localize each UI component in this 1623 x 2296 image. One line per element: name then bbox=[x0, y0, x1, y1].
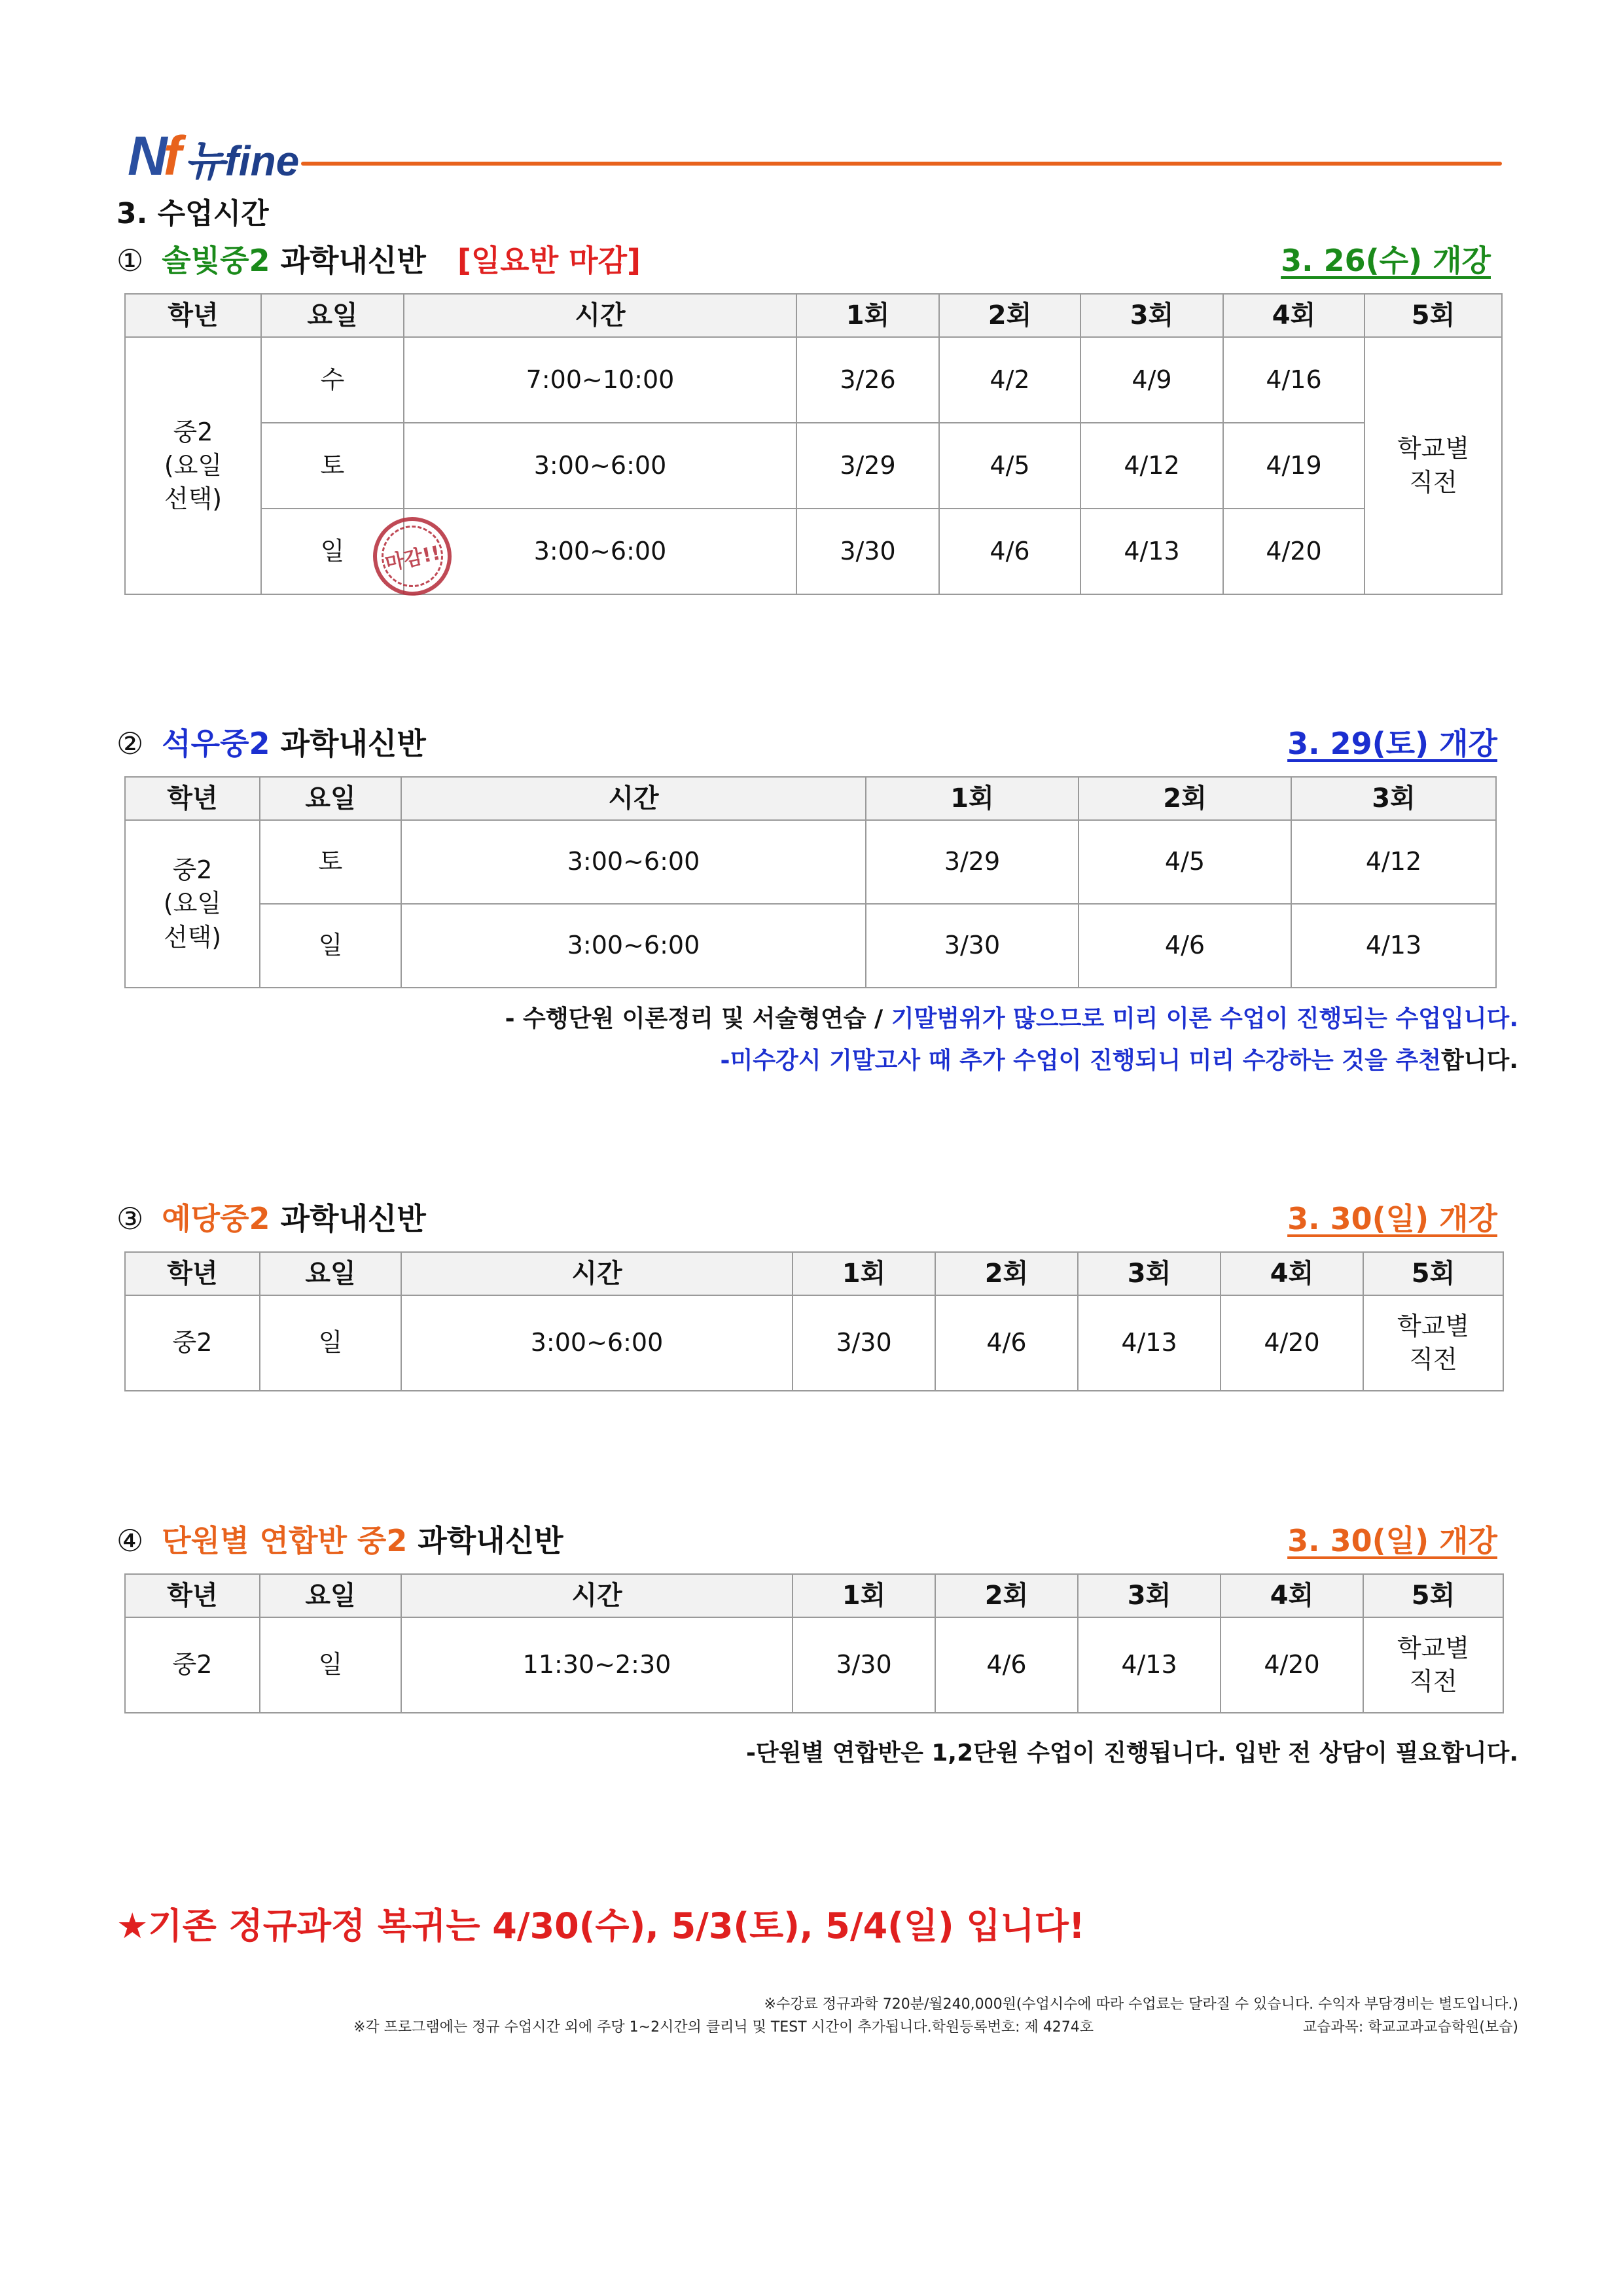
day-cell: 일 bbox=[260, 1617, 401, 1713]
session-cell: 3/29 bbox=[796, 423, 939, 509]
s2-header-row bbox=[125, 777, 1496, 820]
time-cell: 3:00~6:00 bbox=[404, 423, 796, 509]
s1-schedule-table bbox=[124, 293, 1503, 595]
session-cell: 4/2 bbox=[939, 337, 1080, 423]
table-row bbox=[125, 1617, 1503, 1713]
s1-open-date: 3. 26(수) 개강 bbox=[1281, 243, 1491, 278]
section-heading: 3. 수업시간 bbox=[116, 197, 269, 230]
table-row bbox=[125, 820, 1496, 904]
table-row bbox=[125, 904, 1496, 988]
header-cell: 4회 bbox=[1221, 1574, 1363, 1617]
session-cell: 4/20 bbox=[1221, 1617, 1363, 1713]
session-cell: 4/6 bbox=[939, 509, 1080, 594]
header-cell: 요일 bbox=[261, 294, 404, 337]
fifth-session-cell: 학교별 직전 bbox=[1363, 1617, 1503, 1713]
header-cell: 시간 bbox=[401, 777, 866, 820]
header-cell: 학년 bbox=[125, 1574, 260, 1617]
s4-schedule-table bbox=[124, 1573, 1504, 1713]
header-cell: 1회 bbox=[796, 294, 939, 337]
header-cell: 시간 bbox=[401, 1574, 793, 1617]
logo-mark: Nf bbox=[128, 125, 178, 187]
header-cell: 3회 bbox=[1291, 777, 1496, 820]
header-cell: 3회 bbox=[1078, 1574, 1221, 1617]
fifth-session-cell: 학교별 직전 bbox=[1363, 1295, 1503, 1391]
session-cell: 4/13 bbox=[1291, 904, 1496, 988]
s3-schedule-table bbox=[124, 1251, 1504, 1391]
s1-header-row bbox=[125, 294, 1502, 337]
s2-note-2: -미수강시 기말고사 때 추가 수업이 진행되니 미리 수강하는 것을 추천합니다. bbox=[720, 1047, 1518, 1074]
header-cell: 요일 bbox=[260, 1574, 401, 1617]
logo bbox=[128, 124, 299, 188]
header-cell: 학년 bbox=[125, 1252, 260, 1295]
header-cell: 3회 bbox=[1078, 1252, 1221, 1295]
session-cell: 4/19 bbox=[1223, 423, 1364, 509]
grade-cell: 중2 bbox=[125, 1617, 260, 1713]
grade-cell: 중2 bbox=[125, 1295, 260, 1391]
header-cell: 학년 bbox=[125, 294, 261, 337]
time-cell: 3:00~6:00 bbox=[401, 904, 866, 988]
session-cell: 3/30 bbox=[866, 904, 1079, 988]
header-cell: 1회 bbox=[866, 777, 1079, 820]
fee-note: ※수강료 정규과학 720분/월240,000원(수업시수에 따라 수업료는 달라질 수 있습니다. 수익자 부담경비는 별도입니다.) bbox=[764, 1996, 1518, 2013]
s2-open-date: 3. 29(토) 개강 bbox=[1287, 726, 1497, 761]
grade-cell: 중2 (요일 선택) bbox=[125, 337, 261, 594]
fifth-session-cell: 학교별 직전 bbox=[1364, 337, 1502, 594]
session-cell: 4/16 bbox=[1223, 337, 1364, 423]
header-cell: 2회 bbox=[939, 294, 1080, 337]
header-cell: 2회 bbox=[935, 1574, 1078, 1617]
header-cell: 시간 bbox=[404, 294, 796, 337]
header-cell: 5회 bbox=[1363, 1252, 1503, 1295]
s2-schedule-table bbox=[124, 776, 1497, 988]
day-cell: 수 bbox=[261, 337, 404, 423]
session-cell: 3/30 bbox=[793, 1295, 935, 1391]
s2-note-1: - 수행단원 이론정리 및 서술형연습 / 기말범위가 많으므로 미리 이론 수업이 진행되는 수업입니다. bbox=[505, 1005, 1518, 1032]
day-cell: 일 bbox=[261, 509, 404, 594]
s3-title: ③ 예당중2 과학내신반 bbox=[116, 1201, 426, 1236]
day-cell: 토 bbox=[261, 423, 404, 509]
header-cell: 2회 bbox=[1079, 777, 1291, 820]
s3-header-row bbox=[125, 1252, 1503, 1295]
session-cell: 3/29 bbox=[866, 820, 1079, 904]
header-cell: 3회 bbox=[1080, 294, 1223, 337]
session-cell: 4/12 bbox=[1291, 820, 1496, 904]
day-cell: 일 bbox=[260, 904, 401, 988]
header-cell: 1회 bbox=[793, 1252, 935, 1295]
header-rule bbox=[301, 162, 1502, 166]
s3-open-date: 3. 30(일) 개강 bbox=[1287, 1201, 1497, 1236]
s4-header-row bbox=[125, 1574, 1503, 1617]
header-cell: 5회 bbox=[1363, 1574, 1503, 1617]
s1-title: ① 솔빛중2 과학내신반 [일요반 마감] bbox=[116, 243, 641, 278]
closed-stamp-icon: 마감!! bbox=[366, 510, 459, 603]
header-cell: 4회 bbox=[1221, 1252, 1363, 1295]
table-row bbox=[125, 423, 1502, 509]
header-cell: 4회 bbox=[1223, 294, 1364, 337]
header-cell: 2회 bbox=[935, 1252, 1078, 1295]
session-cell: 4/6 bbox=[1079, 904, 1291, 988]
header-cell: 5회 bbox=[1364, 294, 1502, 337]
time-cell: 3:00~6:00 bbox=[401, 820, 866, 904]
day-cell: 토 bbox=[260, 820, 401, 904]
time-cell: 3:00~6:00 bbox=[404, 509, 796, 594]
session-cell: 4/13 bbox=[1078, 1295, 1221, 1391]
s4-title: ④ 단원별 연합반 중2 과학내신반 bbox=[116, 1523, 563, 1558]
table-row bbox=[125, 509, 1502, 594]
header-cell: 요일 bbox=[260, 1252, 401, 1295]
header-cell: 1회 bbox=[793, 1574, 935, 1617]
s2-title: ② 석우중2 과학내신반 bbox=[116, 726, 426, 761]
session-cell: 3/30 bbox=[796, 509, 939, 594]
session-cell: 3/30 bbox=[793, 1617, 935, 1713]
s4-note: -단원별 연합반은 1,2단원 수업이 진행됩니다. 입반 전 상담이 필요합니다. bbox=[745, 1740, 1518, 1767]
header-cell: 학년 bbox=[125, 777, 260, 820]
session-cell: 4/6 bbox=[935, 1295, 1078, 1391]
s1-closed-label: [일요반 마감] bbox=[457, 243, 641, 278]
day-cell: 일 bbox=[260, 1295, 401, 1391]
subject-note: 교습과목: 학교교과교습학원(보습) bbox=[1302, 2019, 1518, 2036]
session-cell: 4/6 bbox=[935, 1617, 1078, 1713]
session-cell: 4/20 bbox=[1221, 1295, 1363, 1391]
header-cell: 요일 bbox=[260, 777, 401, 820]
session-cell: 4/20 bbox=[1223, 509, 1364, 594]
table-row bbox=[125, 337, 1502, 423]
return-notice: ★기존 정규과정 복귀는 4/30(수), 5/3(토), 5/4(일) 입니다! bbox=[116, 1905, 1085, 1946]
session-cell: 4/5 bbox=[1079, 820, 1291, 904]
session-cell: 4/9 bbox=[1080, 337, 1223, 423]
time-cell: 11:30~2:30 bbox=[401, 1617, 793, 1713]
grade-cell: 중2 (요일 선택) bbox=[125, 820, 260, 988]
session-cell: 4/12 bbox=[1080, 423, 1223, 509]
session-cell: 4/13 bbox=[1080, 509, 1223, 594]
logo-text: 뉴fine bbox=[184, 137, 300, 185]
header-cell: 시간 bbox=[401, 1252, 793, 1295]
session-cell: 4/5 bbox=[939, 423, 1080, 509]
table-row bbox=[125, 1295, 1503, 1391]
time-cell: 7:00~10:00 bbox=[404, 337, 796, 423]
time-cell: 3:00~6:00 bbox=[401, 1295, 793, 1391]
s4-open-date: 3. 30(일) 개강 bbox=[1287, 1523, 1497, 1558]
session-cell: 4/13 bbox=[1078, 1617, 1221, 1713]
program-note: ※각 프로그램에는 정규 수업시간 외에 주당 1~2시간의 클리닉 및 TEST 시간이 추가됩니다.학원등록번호: 제 4274호 bbox=[353, 2019, 1094, 2036]
session-cell: 3/26 bbox=[796, 337, 939, 423]
